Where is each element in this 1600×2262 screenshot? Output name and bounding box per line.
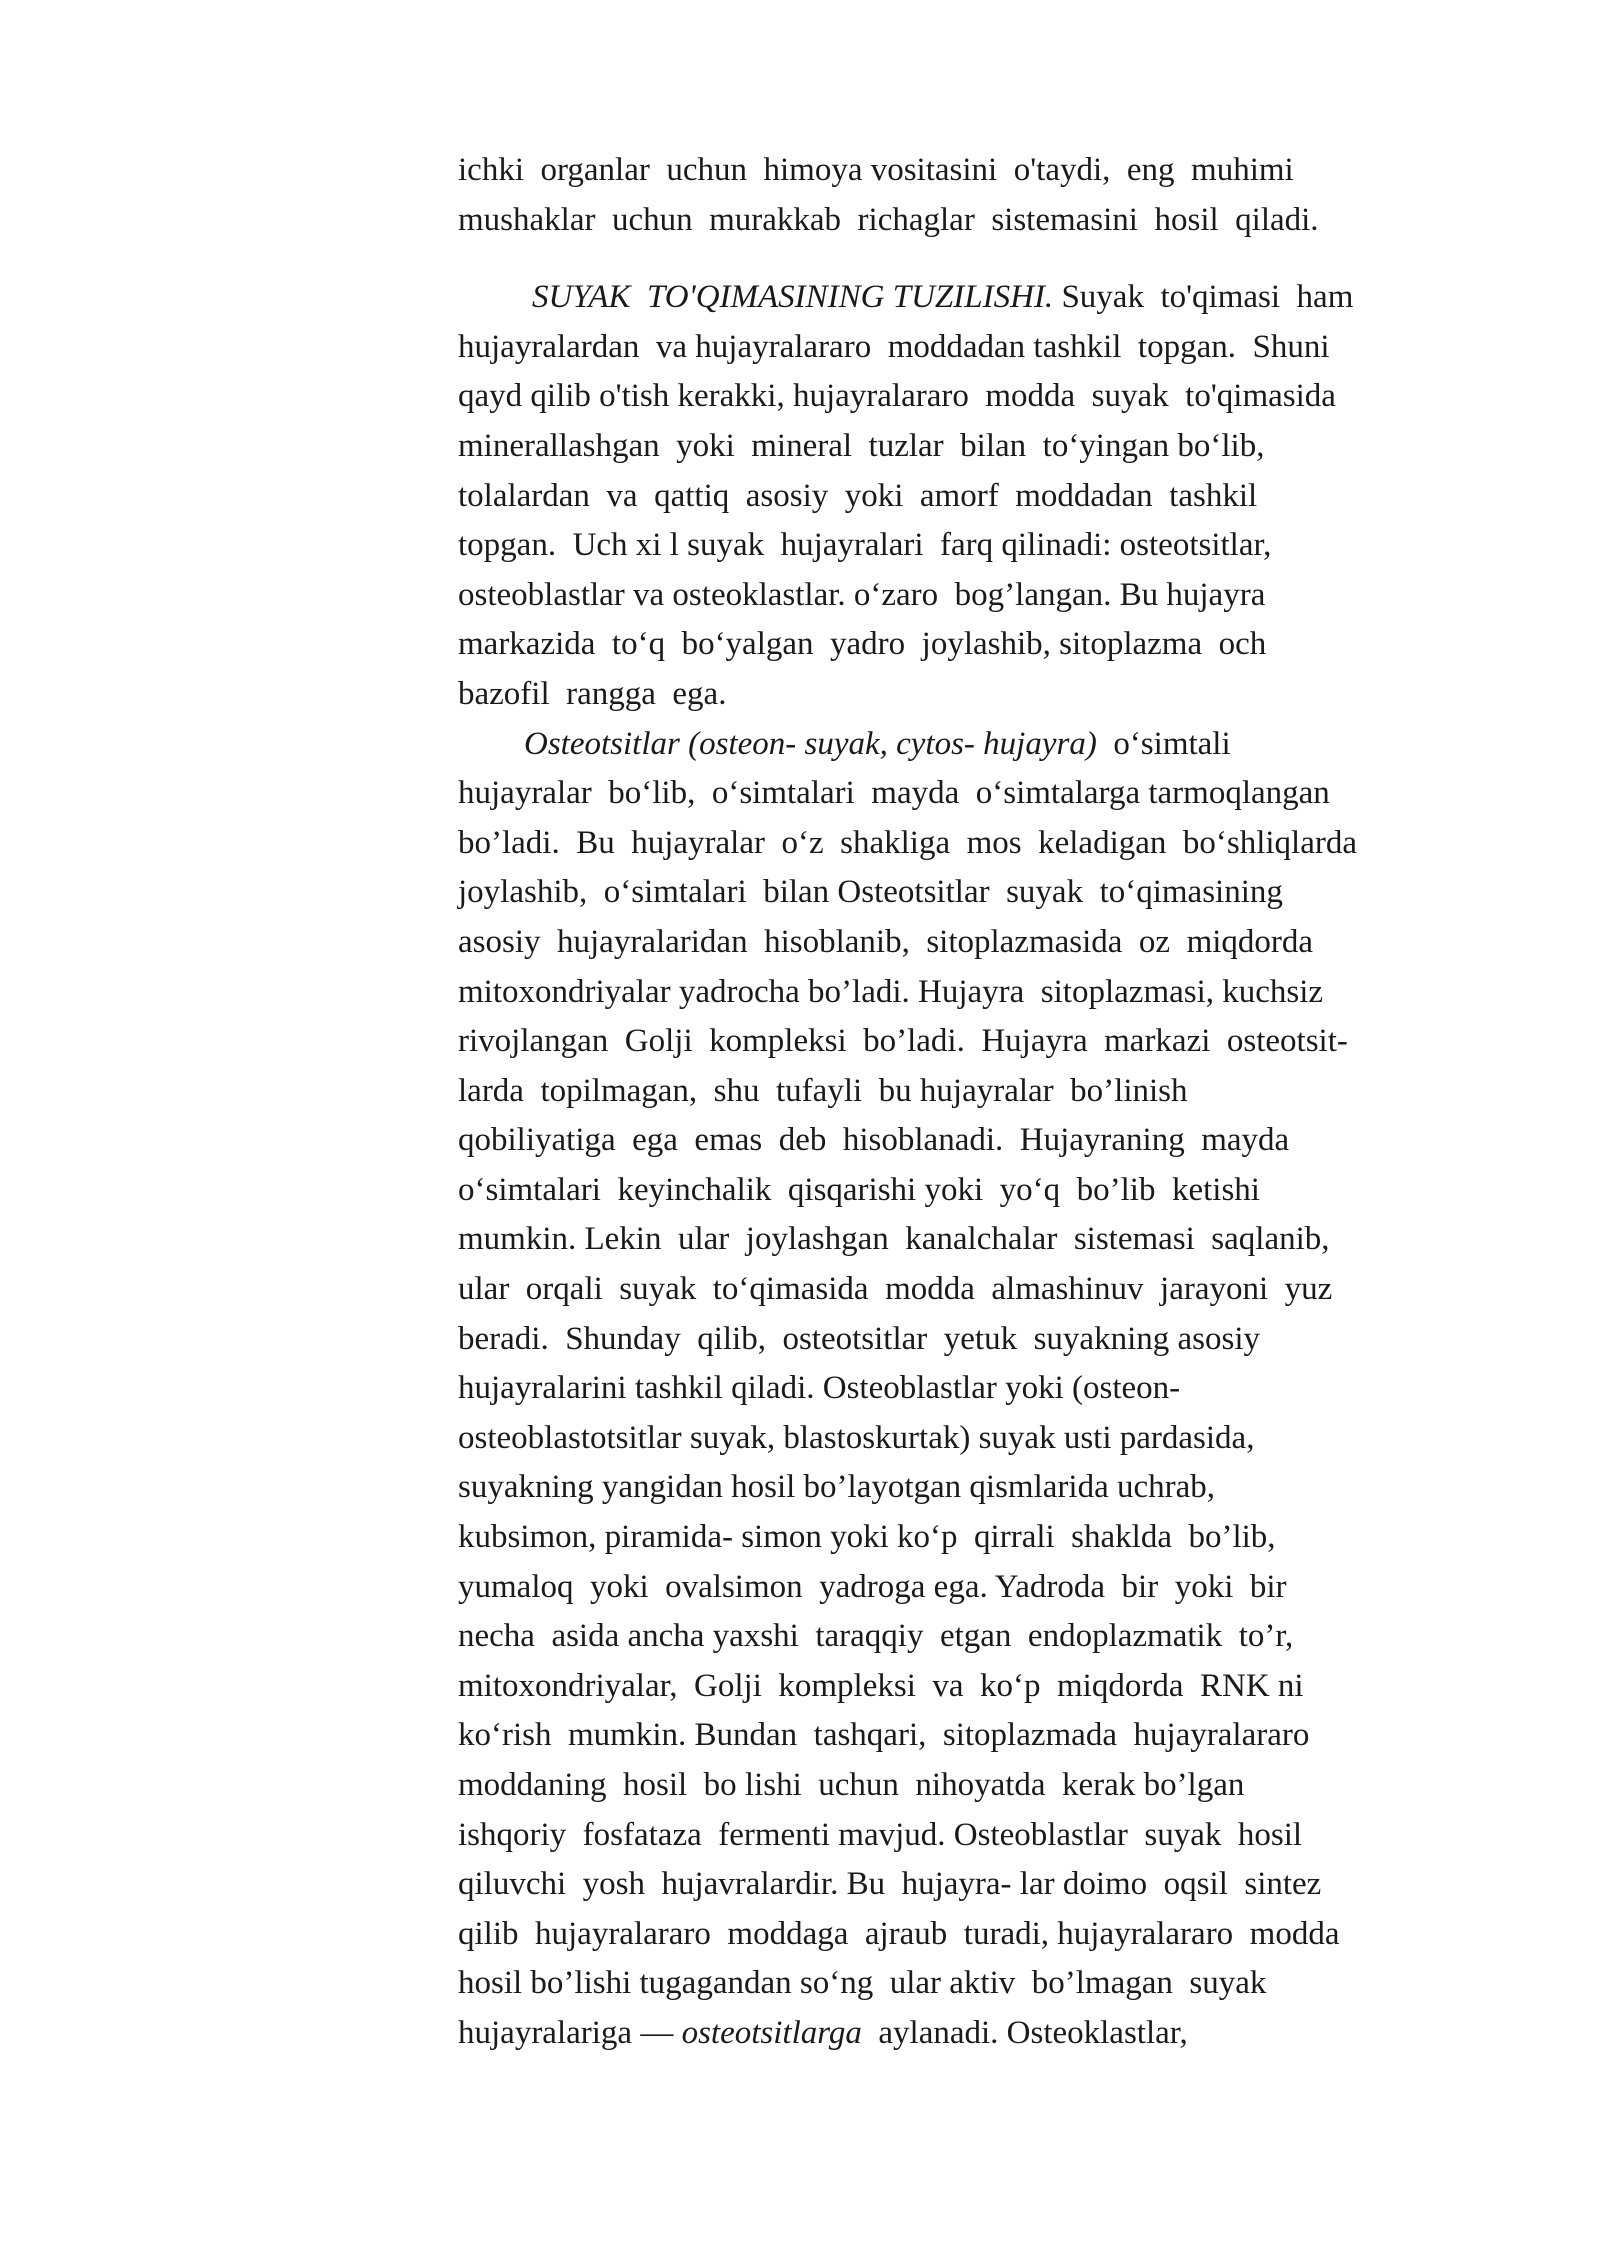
text-line: beradi. Shunday qilib, osteotsitlar yetuk suyakning asosiy [458,1320,1260,1357]
text-line: osteoblastotsitlar suyak, blastoskurtak) suyak usti pardasida, [458,1419,1255,1456]
text-line: qilib hujayralararo moddaga ajraub turadi, hujayralararo modda [458,1915,1340,1952]
text-line: o‘simtalari keyinchalik qisqarishi yoki yo‘q bo’lib ketishi [458,1171,1260,1208]
text-line: suyakning yangidan hosil bo’layotgan qismlarida uchrab, [458,1469,1216,1506]
last-line-start: hujayralariga — [458,2014,682,2051]
text-line: qiluvchi yosh hujavralardir. Bu hujayra- lar doimo oqsil sintez [458,1866,1322,1903]
text-line: bo’ladi. Bu hujayralar o‘z shakliga mos keladigan bo‘shliqlarda [458,824,1358,861]
text-line: larda topilmagan, shu tufayli bu hujayralar bo’linish [458,1072,1188,1109]
last-line [458,2009,1508,2059]
text-line: moddaning hosil bo lishi uchun nihoyatda kerak bo’lgan [458,1767,1245,1803]
osteotsitlar-term-line [458,720,1508,770]
text-line: minerallashgan yoki mineral tuzlar bilan to‘yingan bo‘lib, [458,427,1265,464]
text-line: yumaloq yoki ovalsimon yadroga ega. Yadroda bir yoki bir [458,1568,1287,1605]
text-line: hosil bo’lishi tugagandan so‘ng ular aktiv bo’lmagan suyak [458,1965,1267,2002]
text-line: qayd qilib o'tish kerakki, hujayralararo modda suyak to'qimasida [458,378,1336,415]
text-line: ichki organlar uchun himoya vositasini o'taydi, eng muhimi [458,152,1294,188]
last-line-italic-term: osteotsitlarga [681,2014,862,2051]
text-line: asosiy hujayralaridan hisoblanib, sitoplazmasida oz miqdorda [458,923,1314,960]
text-line: hujayralar bo‘lib, o‘simtalari mayda o‘simtalarga tarmoqlangan [458,775,1330,812]
text-line: mitoxondriyalar yadrocha bo’ladi. Hujayra sitoplazmasi, kuchsiz [458,973,1324,1010]
section-heading-line [458,273,1508,323]
text-line: qobiliyatiga ega emas deb hisoblanadi. Hujayraning mayda [458,1122,1290,1159]
osteotsitlar-term-rest: o‘simtali [1096,725,1231,762]
document-page [458,146,1508,2059]
text-line: ishqoriy fosfataza fermenti mavjud. Osteoblastlar suyak hosil [458,1816,1303,1853]
text-line: mumkin. Lekin ular joylashgan kanalchalar sistemasi saqlanib, [458,1221,1330,1258]
text-line: ko‘rish mumkin. Bundan tashqari, sitoplazmada hujayralararo [458,1717,1310,1754]
section-heading-rest: Suyak to'qimasi ham [1053,279,1354,316]
text-line: hujayralarini tashkil qiladi. Osteoblastlar yoki (osteon- [458,1370,1181,1407]
text-line: hujayralardan va hujayralararo moddadan tashkil topgan. Shuni [458,328,1330,365]
text-line: topgan. Uch xi l suyak hujayralari farq qilinadi: osteotsitlar, [458,527,1272,564]
paragraph-gap [458,245,1508,273]
text-line: rivojlangan Golji kompleksi bo’ladi. Hujayra markazi osteotsit- [458,1023,1348,1060]
text-line: tolalardan va qattiq asosiy yoki amorf moddadan tashkil [458,477,1258,514]
text-line: mushaklar uchun murakkab richaglar sistemasini hosil qiladi. [458,201,1319,238]
text-line: joylashib, o‘simtalari bilan Osteotsitlar suyak to‘qimasining [458,874,1283,911]
text-line: bazofil rangga ega. [458,675,727,712]
osteotsitlar-term: Osteotsitlar (osteon- suyak, cytos- hujayra) [524,725,1097,762]
text-line: kubsimon, piramida- simon yoki ko‘p qirrali shaklda bo’lib, [458,1519,1276,1556]
text-line: ular orqali suyak to‘qimasida modda almashinuv jarayoni yuz [458,1271,1333,1308]
text-line: osteoblastlar va osteoklastlar. o‘zaro bog’langan. Bu hujayra [458,576,1266,613]
text-line: necha asida ancha yaxshi taraqqiy etgan endoplazmatik to’r, [458,1618,1294,1655]
text-line: mitoxondriyalar, Golji kompleksi va ko‘p miqdorda RNK ni [458,1667,1304,1704]
last-line-end: aylanadi. Osteoklastlar, [861,2014,1188,2051]
section-heading: SUYAK TO'QIMASINING TUZILISHI. [532,279,1054,316]
text-line: markazida to‘q bo‘yalgan yadro joylashib, sitoplazma och [458,626,1267,663]
